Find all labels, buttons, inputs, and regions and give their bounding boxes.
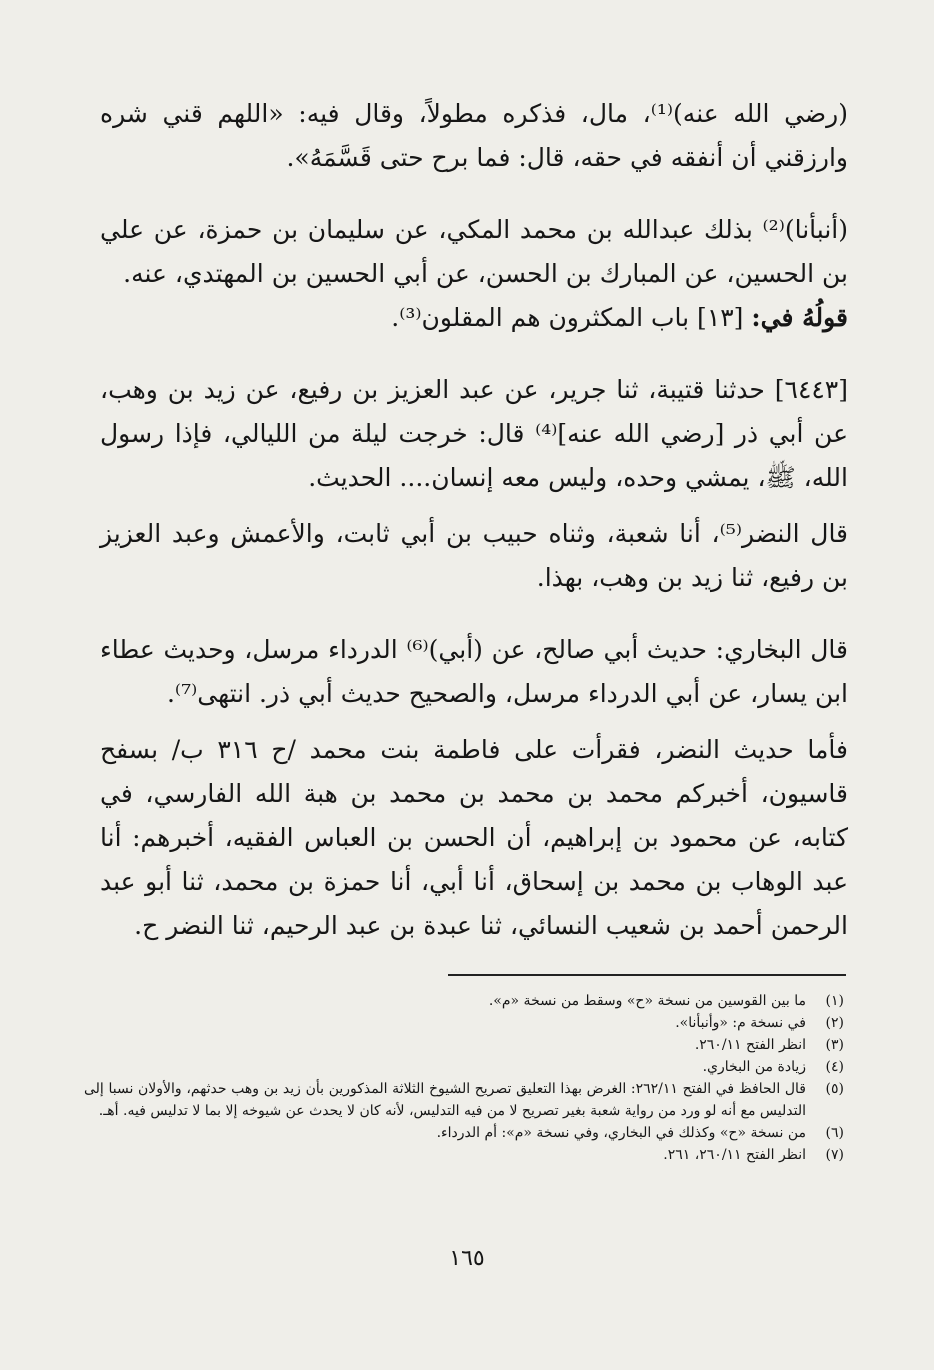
footnote-text: قال الحافظ في الفتح ٢٦٢/١١: الغرض بهذا التعليق تصريح الشيوخ الثلاثة المذكورين بأن زيد بن وهب حدثهم، والأولان نسبا إلى التدليس مع أنه لو ورد من رواية شعبة بغير تصريح لا من فيه التدليس، لأنه كان لا يحدث عن شيوخه إلا بما لا تدليس فيه. أهـ.: [84, 1081, 806, 1119]
footnote-text: زيادة من البخاري.: [702, 1059, 806, 1075]
paragraph-nadr: قال النضر⁽⁵⁾، أنا شعبة، وثناه حبيب بن أبي ثابت، والأعمش وعبد العزيز بن رفيع، ثنا زيد بن وهب، بهذا.: [100, 519, 849, 592]
footnote-text: من نسخة «ح» وكذلك في البخاري، وفي نسخة «م»: أم الدرداء.: [436, 1125, 806, 1141]
heading-number: [١٣]: [697, 303, 744, 332]
footnote-number: (٢): [825, 1015, 844, 1031]
heading-title: باب المكثرون هم المقلون⁽³⁾.: [391, 303, 690, 332]
main-text: [100, 92, 848, 948]
chapter-heading: [100, 296, 848, 340]
footnote-2: [84, 1012, 844, 1034]
footnote-number: (٦): [825, 1125, 844, 1141]
footnote-5: [84, 1078, 844, 1122]
footnote-text: انظر الفتح ٢٦٠/١١، ٢٦١.: [663, 1147, 806, 1163]
footnote-number: (٧): [825, 1147, 844, 1163]
footnote-divider: [448, 974, 846, 976]
footnote-number: (٣): [825, 1037, 844, 1053]
footnote-1: [84, 990, 844, 1012]
paragraph-isnad: فأما حديث النضر، فقرأت على فاطمة بنت محمد /ح ٣١٦ ب/ بسفح قاسيون، أخبركم محمد بن محمد بن محمد بن هبة الله الفارسي، في كتابه، عن محمود بن إبراهيم، أن الحسن بن العباس الفقيه، أخبرهم: أنا عبد الوهاب بن محمد بن إسحاق، أنا أبي، أنا حمزة بن محمد، ثنا أبو عبد الرحمن أحمد بن شعيب النسائي، ثنا عبدة بن عبد الرحيم، ثنا النضر ح.: [100, 735, 848, 940]
heading-lead: قولُهُ في:: [751, 303, 848, 332]
footnote-text: في نسخة م: «وأنبأنا».: [675, 1015, 806, 1031]
footnote-number: (٤): [825, 1059, 844, 1075]
footnote-number: (٥): [825, 1081, 844, 1097]
footnote-number: (١): [825, 993, 844, 1009]
footnote-text: ما بين القوسين من نسخة «ح» وسقط من نسخة «م».: [488, 993, 806, 1009]
paragraph-2: (أنبأنا)⁽²⁾ بذلك عبدالله بن محمد المكي، عن سليمان بن حمزة، عن علي بن الحسين، عن المبارك بن الحسن، عن أبي الحسين بن المهتدي، عنه.: [100, 215, 848, 288]
paragraph-hadith-6443: [٦٤٤٣] حدثنا قتيبة، ثنا جرير، عن عبد العزيز بن رفيع، عن زيد بن وهب، عن أبي ذر [رضي الله عنه]⁽⁴⁾ قال: خرجت ليلة من الليالي، فإذا رسول الله، ﷺ، يمشي وحده، وليس معه إنسان.... الحديث.: [100, 375, 848, 492]
footnote-7: [84, 1144, 844, 1166]
footnote-6: [84, 1122, 844, 1144]
paragraph-1: (رضي الله عنه)⁽¹⁾، مال، فذكره مطولاً، وقال فيه: «اللهم قني شره وارزقني أن أنفقه في حقه، قال: فما برح حتى قَسَّمَهُ».: [100, 99, 848, 172]
footnotes: [84, 990, 844, 1166]
paragraph-bukhari: قال البخاري: حديث أبي صالح، عن (أبي)⁽⁶⁾ الدرداء مرسل، وحديث عطاء ابن يسار، عن أبي الدرداء مرسل، والصحيح حديث أبي ذر. انتهى⁽⁷⁾.: [100, 635, 848, 708]
page-number: ١٦٥: [449, 1246, 485, 1271]
footnote-text: انظر الفتح ٢٦٠/١١.: [694, 1037, 806, 1053]
footnote-4: [84, 1056, 844, 1078]
footnote-3: [84, 1034, 844, 1056]
